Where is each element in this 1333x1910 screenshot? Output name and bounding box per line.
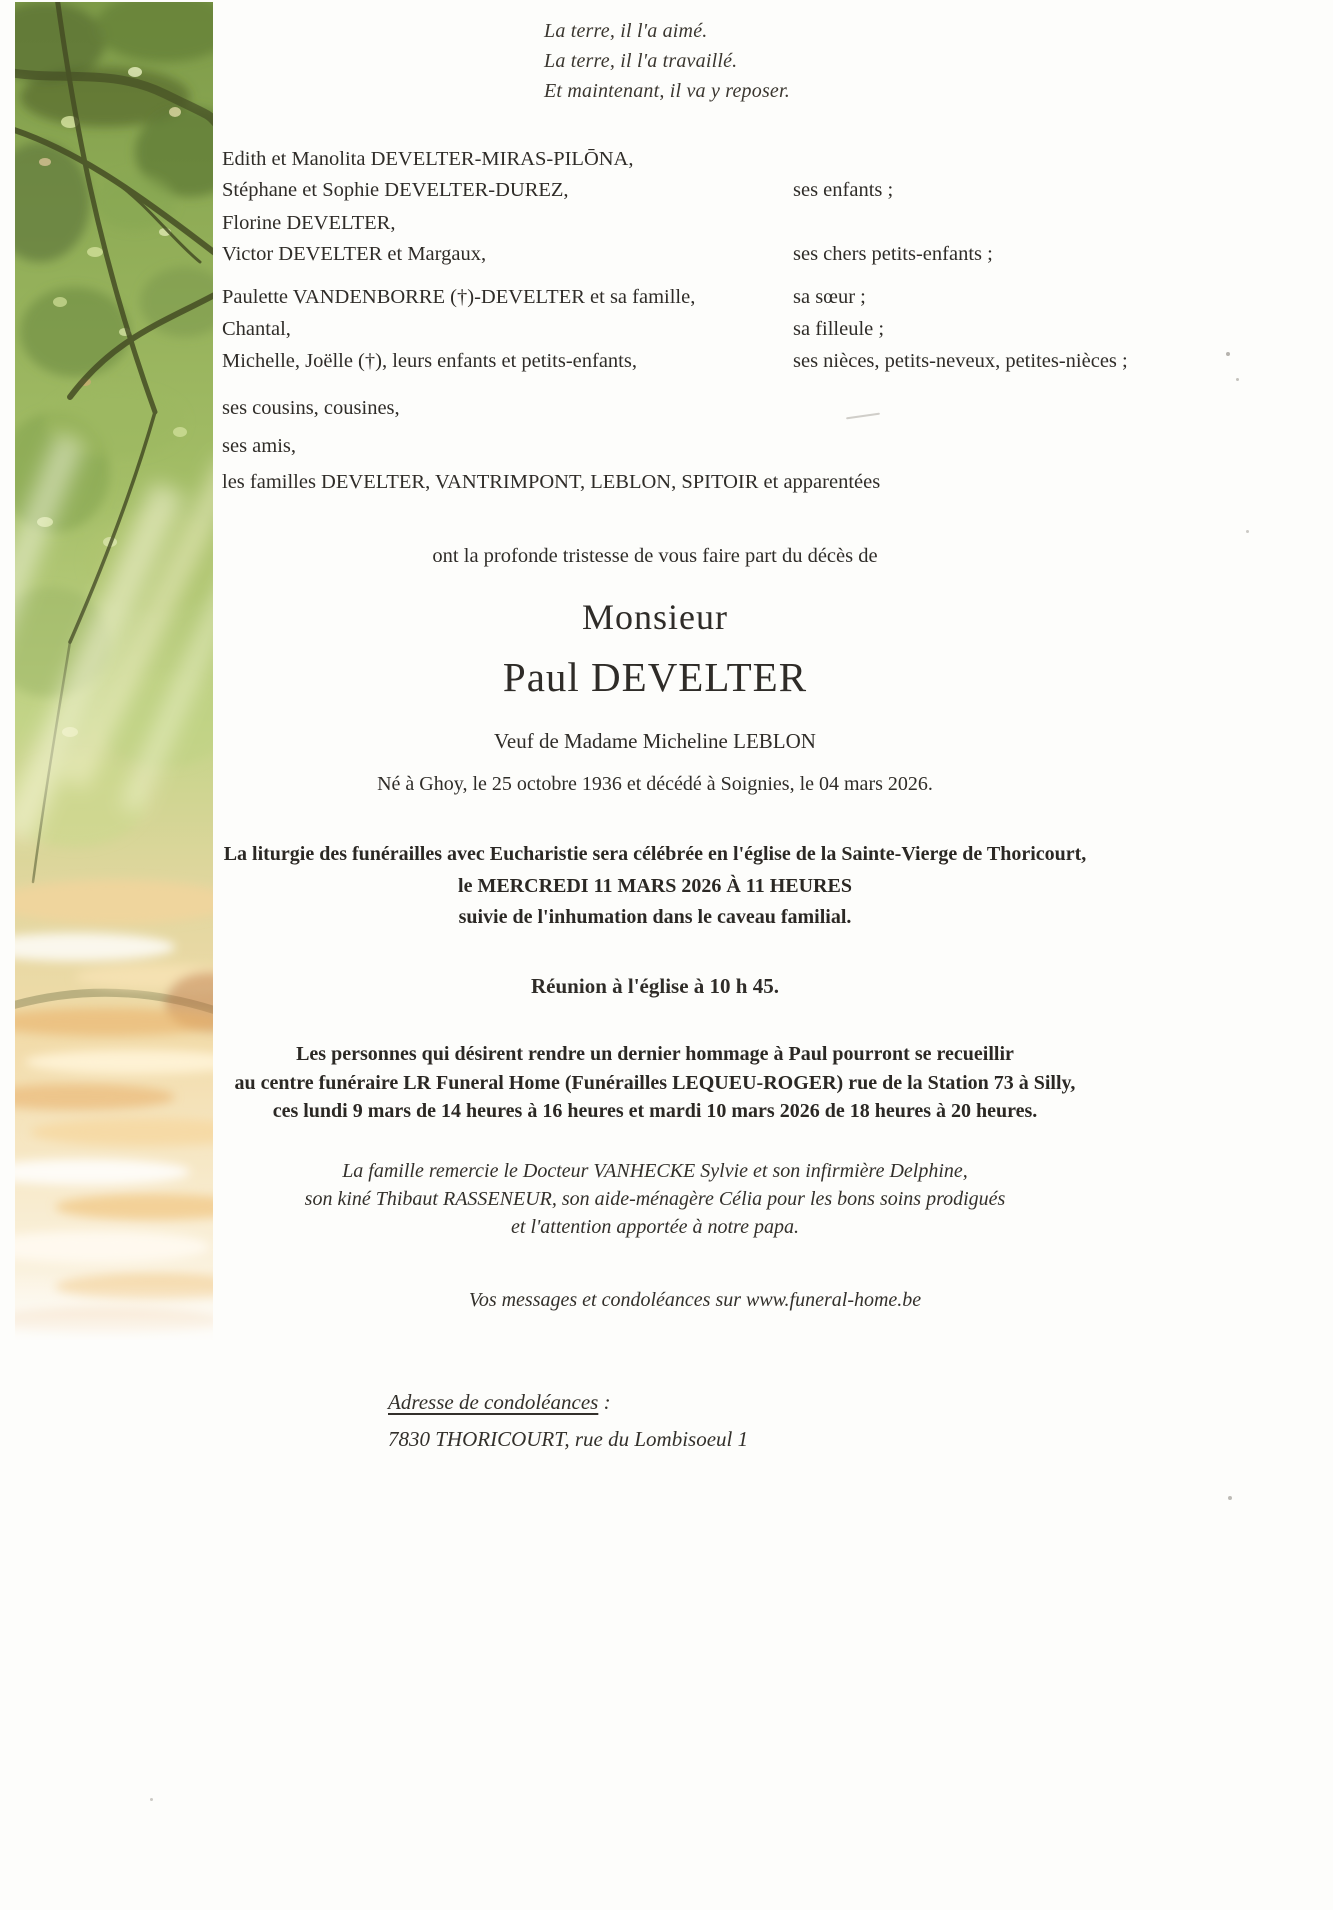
condolence-address-label-underlined: Adresse de condoléances [388, 1390, 599, 1414]
mourner-line-grandchildren-2: Victor DEVELTER et Margaux, [222, 243, 487, 265]
ceremony-line-3: suivie de l'inhumation dans le caveau familial. [458, 906, 852, 928]
visitation-line-1: Les personnes qui désirent rendre un dernier hommage à Paul pourront se recueillir [296, 1043, 1014, 1065]
scan-speck [150, 1798, 153, 1801]
scan-speck [1246, 530, 1249, 533]
scan-speck [1226, 352, 1230, 356]
mourner-line-cousins: ses cousins, cousines, [222, 397, 400, 419]
condolence-address-line: 7830 THORICOURT, rue du Lombisoeul 1 [388, 1427, 749, 1451]
epigraph-line-1: La terre, il l'a aimé. [544, 20, 708, 42]
forest-path-photo-svg [15, 2, 213, 1340]
scan-speck [1228, 1496, 1232, 1500]
epigraph-line-3: Et maintenant, il va y reposer. [544, 80, 790, 102]
widower-line: Veuf de Madame Micheline LEBLON [494, 729, 816, 753]
mourner-line-friends: ses amis, [222, 435, 297, 457]
relation-grandchildren: ses chers petits-enfants ; [793, 243, 993, 265]
ceremony-line-1: La liturgie des funérailles avec Eucharistie sera célébrée en l'église de la Sainte-Vierge de Thoricourt, [223, 843, 1087, 865]
thanks-line-1: La famille remercie le Docteur VANHECKE Sylvie et son infirmière Delphine, [342, 1160, 968, 1182]
thanks-line-2: son kiné Thibaut RASSENEUR, son aide-ménagère Célia pour les bons soins prodigués [304, 1188, 1006, 1210]
visitation-line-3: ces lundi 9 mars de 14 heures à 16 heures et mardi 10 mars 2026 de 18 heures à 20 heures. [272, 1100, 1038, 1122]
mourner-line-grandchildren-1: Florine DEVELTER, [222, 212, 396, 234]
mourner-line-nieces: Michelle, Joëlle (†), leurs enfants et petits-enfants, [222, 350, 637, 372]
ceremony-line-2: le MERCREDI 11 MARS 2026 À 11 HEURES [458, 875, 852, 897]
scan-smudge [846, 413, 880, 420]
relation-children: ses enfants ; [793, 179, 894, 201]
online-condolences-line: Vos messages et condoléances sur www.funeral-home.be [468, 1289, 922, 1311]
mourner-line-families: les familles DEVELTER, VANTRIMPONT, LEBLON, SPITOIR et apparentées [222, 471, 881, 493]
announcement-intro: ont la profonde tristesse de vous faire part du décès de [432, 545, 878, 567]
scan-speck [1236, 378, 1239, 381]
photo-bottom-fade [15, 1272, 213, 1340]
relation-nieces: ses nièces, petits-neveux, petites-nièces ; [793, 350, 1128, 372]
thanks-line-3: et l'attention apportée à notre papa. [511, 1216, 799, 1238]
forest-path-photo [15, 2, 213, 1340]
church-meeting-line: Réunion à l'église à 10 h 45. [531, 974, 779, 998]
relation-goddaughter: sa filleule ; [793, 318, 885, 340]
mourner-line-children-2: Stéphane et Sophie DEVELTER-DUREZ, [222, 179, 569, 201]
mourner-line-sister: Paulette VANDENBORRE (†)-DEVELTER et sa famille, [222, 286, 696, 308]
deceased-title: Monsieur [582, 597, 728, 637]
visitation-line-2: au centre funéraire LR Funeral Home (Funérailles LEQUEU-ROGER) rue de la Station 73 à Silly, [234, 1072, 1076, 1094]
life-dates-line: Né à Ghoy, le 25 octobre 1936 et décédé à Soignies, le 04 mars 2026. [377, 773, 933, 795]
epigraph-line-2: La terre, il l'a travaillé. [544, 50, 738, 72]
condolence-address-colon: : [598, 1390, 611, 1414]
deceased-name: Paul DEVELTER [502, 654, 808, 700]
mourner-line-goddaughter: Chantal, [222, 318, 291, 340]
mourner-line-children-1: Edith et Manolita DEVELTER-MIRAS-PILŌNA, [222, 148, 634, 170]
condolence-address-label [388, 1390, 611, 1415]
relation-sister: sa sœur ; [793, 286, 866, 308]
